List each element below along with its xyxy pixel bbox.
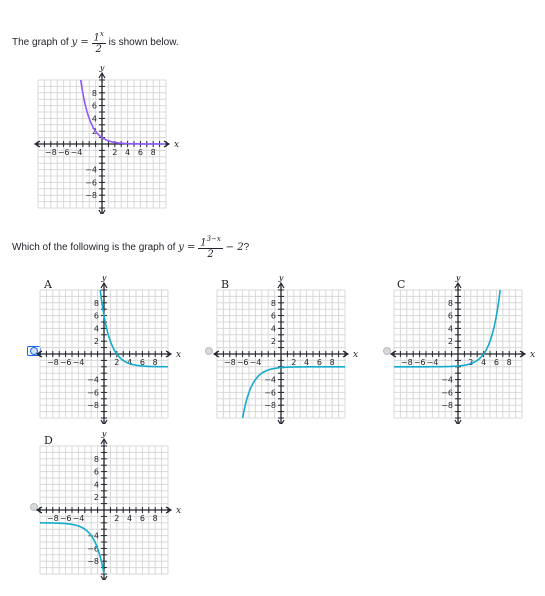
x-tick-label: −6 <box>413 358 426 367</box>
y-axis-label: y <box>99 66 105 73</box>
x-axis-label: x <box>176 350 182 360</box>
x-tick-label: −4 <box>249 358 262 367</box>
y-tick-label: −4 <box>441 375 453 385</box>
y-tick-label: −8 <box>87 557 99 567</box>
x-tick-label: 6 <box>316 358 322 367</box>
y-tick-label: −8 <box>264 401 276 411</box>
prompt-eq-lhs: y = <box>178 241 196 253</box>
y-tick-label: −8 <box>441 401 453 411</box>
y-tick-label: 8 <box>93 298 99 308</box>
x-tick-label: 2 <box>114 358 120 367</box>
x-tick-label: −8 <box>223 358 236 367</box>
y-tick-label: 6 <box>270 311 276 321</box>
option-b-graph[interactable] <box>207 276 367 424</box>
intro-denominator: 2 <box>92 43 106 55</box>
x-tick-label: 8 <box>506 358 512 367</box>
y-tick-label: −8 <box>87 401 99 411</box>
y-tick-label: 2 <box>93 337 99 347</box>
x-tick-label: 6 <box>493 358 499 367</box>
x-tick-label: 6 <box>139 358 145 367</box>
given-graph-svg <box>28 66 188 214</box>
x-axis-label: x <box>530 350 536 360</box>
prompt-suffix: ? <box>243 241 250 253</box>
x-tick-label: 6 <box>137 148 143 157</box>
x-tick-label: 4 <box>127 358 133 367</box>
option-a-letter: A <box>44 278 52 291</box>
x-axis-label: x <box>353 350 359 360</box>
y-axis-label: y <box>455 276 461 283</box>
x-tick-label: −6 <box>57 148 70 157</box>
option-c-graph[interactable] <box>384 276 544 424</box>
question-prompt <box>12 234 249 260</box>
x-tick-label: 4 <box>481 358 487 367</box>
option-d-graph[interactable] <box>30 432 190 580</box>
y-tick-label: 8 <box>270 298 276 308</box>
x-tick-label: −8 <box>400 358 413 367</box>
y-tick-label: 6 <box>447 311 453 321</box>
y-tick-label: −6 <box>87 388 99 398</box>
x-tick-label: 4 <box>304 358 310 367</box>
x-tick-label: 8 <box>329 358 335 367</box>
y-tick-label: 4 <box>93 480 99 490</box>
prompt-tail: − 2 <box>225 241 244 253</box>
prompt-fraction <box>198 234 223 260</box>
intro-prefix: The graph of <box>12 36 69 48</box>
x-tick-label: −6 <box>59 514 72 523</box>
y-tick-label: 6 <box>93 467 99 477</box>
x-tick-label: 4 <box>125 148 131 157</box>
x-tick-label: −6 <box>59 358 72 367</box>
y-tick-label: 6 <box>93 311 99 321</box>
y-tick-label: 6 <box>91 101 97 111</box>
y-axis-label: y <box>278 276 284 283</box>
x-tick-label: 8 <box>150 148 156 157</box>
prompt-prefix: Which of the following is the graph of <box>12 241 176 253</box>
intro-numerator: 1 <box>93 32 100 44</box>
y-axis-label: y <box>101 432 107 439</box>
x-tick-label: −6 <box>236 358 249 367</box>
y-tick-label: 8 <box>93 454 99 464</box>
x-tick-label: −4 <box>426 358 439 367</box>
y-tick-label: −6 <box>441 388 453 398</box>
intro-fraction <box>92 29 106 55</box>
y-tick-label: 4 <box>447 324 453 334</box>
y-tick-label: 8 <box>447 298 453 308</box>
y-tick-label: −8 <box>85 191 97 201</box>
y-tick-label: 4 <box>270 324 276 334</box>
y-tick-label: −6 <box>87 544 99 554</box>
y-tick-label: −4 <box>87 531 99 541</box>
y-tick-label: 2 <box>270 337 276 347</box>
y-tick-label: 2 <box>91 127 97 137</box>
x-tick-label: 2 <box>291 358 297 367</box>
x-tick-label: −4 <box>72 514 85 523</box>
y-tick-label: 2 <box>447 337 453 347</box>
x-tick-label: 2 <box>468 358 474 367</box>
option-a-graph[interactable] <box>30 276 190 424</box>
intro-suffix: is shown below. <box>108 36 179 48</box>
x-axis-label: x <box>176 506 182 516</box>
option-d-letter: D <box>44 434 53 447</box>
x-tick-label: 2 <box>114 514 120 523</box>
x-tick-label: 2 <box>112 148 118 157</box>
prompt-denominator: 2 <box>198 248 223 260</box>
intro-eq-lhs: y = <box>71 36 89 48</box>
x-tick-label: 6 <box>139 514 145 523</box>
question-intro <box>12 29 179 55</box>
x-tick-label: −8 <box>44 148 57 157</box>
y-tick-label: −4 <box>85 165 97 175</box>
x-tick-label: 8 <box>152 514 158 523</box>
y-tick-label: 4 <box>91 114 97 124</box>
x-axis-label: x <box>174 140 180 150</box>
y-tick-label: −6 <box>264 388 276 398</box>
x-tick-label: −8 <box>46 358 59 367</box>
y-tick-label: −4 <box>87 375 99 385</box>
option-b-letter: B <box>221 278 230 291</box>
given-graph <box>28 66 188 219</box>
prompt-numerator: 1 <box>200 237 207 249</box>
x-tick-label: 4 <box>127 514 133 523</box>
x-tick-label: −8 <box>46 514 59 523</box>
x-tick-label: −4 <box>72 358 85 367</box>
y-tick-label: 8 <box>91 88 97 98</box>
x-tick-label: −4 <box>70 148 83 157</box>
y-tick-label: −4 <box>264 375 276 385</box>
x-tick-label: 8 <box>152 358 158 367</box>
y-tick-label: −6 <box>85 178 97 188</box>
y-tick-label: 2 <box>93 493 99 503</box>
intro-exponent: x <box>99 30 104 38</box>
prompt-exponent: 3−x <box>206 235 221 243</box>
option-c-letter: C <box>397 278 406 291</box>
y-tick-label: 4 <box>93 324 99 334</box>
y-axis-label: y <box>101 276 107 283</box>
